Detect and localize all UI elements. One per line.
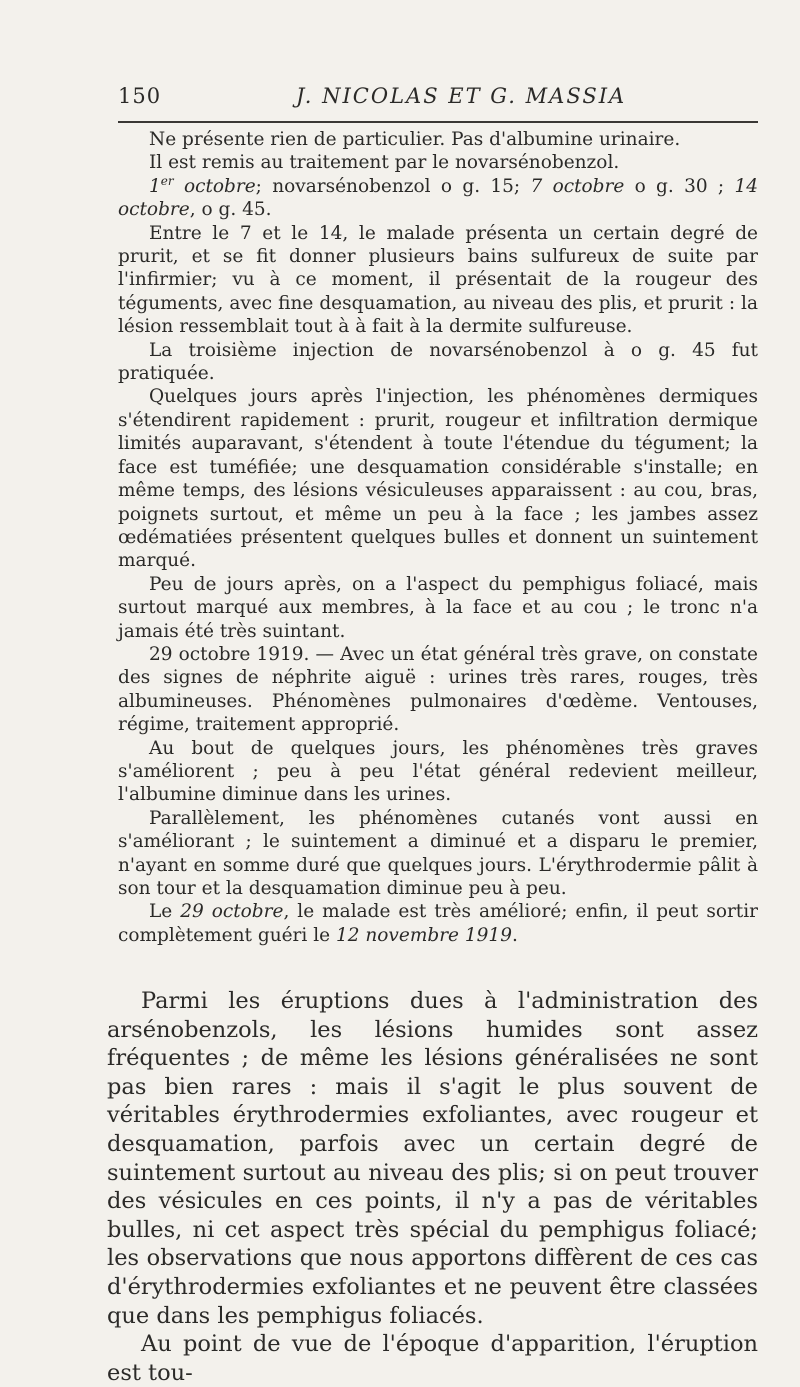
outcome-text-1: Le bbox=[149, 901, 181, 923]
paragraph: Au bout de quelques jours, les phénomènes très graves s'améliorent ; peu à peu l'état général redevient meilleur, l'albumine diminue dans les urines. bbox=[118, 737, 758, 806]
outcome-text-3: . bbox=[511, 924, 518, 946]
dose-text-2: o g. 30 ; bbox=[624, 175, 735, 197]
paragraph: Il est remis au traitement par le novarsénobenzol. bbox=[149, 152, 620, 174]
outcome-date-2: 12 novembre 1919 bbox=[335, 924, 512, 946]
paragraph-dosage-dates bbox=[118, 175, 758, 222]
paragraph: Quelques jours après l'injection, les phénomènes dermiques s'étendirent rapidement : prurit, rougeur et infiltration dermique limités auparavant, s'étendent à toute l'étendue du tégument; la face est tuméfiée; une desquamation considérable s'installe; en même temps, des lésions vésiculeuses apparaissent : au cou, bras, poignets surtout, et même un peu à la face ; les jambes assez œdématiées présentent quelques bulles et donnent un suintement marqué. bbox=[118, 386, 758, 572]
date-1-month: octobre bbox=[173, 175, 256, 197]
paragraph: Peu de jours après, on a l'aspect du pemphigus foliacé, mais surtout marqué aux membres, à la face et au cou ; le tronc n'a jamais été très suintant. bbox=[118, 573, 758, 642]
running-title: J. NICOLAS ET G. MASSIA bbox=[296, 84, 627, 108]
discussion bbox=[107, 987, 758, 1387]
case-notes bbox=[118, 128, 758, 947]
paragraph: La troisième injection de novarsénobenzol à o g. 45 fut pratiquée. bbox=[118, 339, 758, 385]
page-header bbox=[118, 78, 758, 118]
date-2: 7 octobre bbox=[530, 175, 625, 197]
page-number: 150 bbox=[118, 84, 162, 108]
header-rule bbox=[118, 121, 758, 123]
paragraph: Ne présente rien de particulier. Pas d'albumine urinaire. bbox=[149, 129, 681, 150]
outcome-date-1: 29 octobre bbox=[180, 901, 284, 923]
outcome-text-2: , le malade est très amélioré; enfin, il peut sortir complètement guéri le bbox=[118, 901, 758, 946]
dose-text-3: , o g. 45. bbox=[189, 199, 272, 221]
paragraph-outcome bbox=[118, 900, 758, 947]
date-1-num: 1 bbox=[149, 175, 161, 197]
date-3: 14 octobre bbox=[118, 175, 759, 221]
date-1-sup: er bbox=[160, 173, 174, 188]
paragraph: Entre le 7 et le 14, le malade présenta un certain degré de prurit, et se fit donner plusieurs bains sulfureux de suite par l'infirmier; vu à ce moment, il présentait de la rougeur des téguments, avec fine desquamation, au niveau des plis, et prurit : la lésion ressemblait tout à à fait à la dermite sulfureuse. bbox=[118, 222, 758, 338]
paragraph: Parmi les éruptions dues à l'administration des arsénobenzols, les lésions humides sont assez fréquentes ; de même les lésions généralisées ne sont pas bien rares : mais il s'agit le plus souvent de véritables érythrodermies exfoliantes, avec rougeur et desquamation, parfois avec un certain degré de suintement surtout au niveau des plis; si on peut trouver des vésicules en ces points, il n'y a pas de véritables bulles, ni cet aspect très spécial du pemphigus foliacé; les observations que nous apportons diffèrent de ces cas d'érythrodermies exfoliantes et ne peuvent être classées que dans les pemphigus foliacés. bbox=[107, 988, 758, 1329]
dose-text-1: ; novarsénobenzol o g. 15; bbox=[255, 175, 531, 197]
paragraph: Au point de vue de l'époque d'apparition, l'éruption est tou- bbox=[107, 1331, 758, 1386]
paragraph: 29 octobre 1919. — Avec un état général très grave, on constate des signes de néphrite aiguë : urines très rares, rouges, très albumineuses. Phénomènes pulmonaires d'œdème. Ventouses, régime, traitement approprié. bbox=[118, 643, 758, 736]
paragraph: Parallèlement, les phénomènes cutanés vont aussi en s'améliorant ; le suintement a diminué et a disparu le premier, n'ayant en somme duré que quelques jours. L'érythrodermie pâlit à son tour et la desquamation diminue peu à peu. bbox=[118, 807, 758, 899]
